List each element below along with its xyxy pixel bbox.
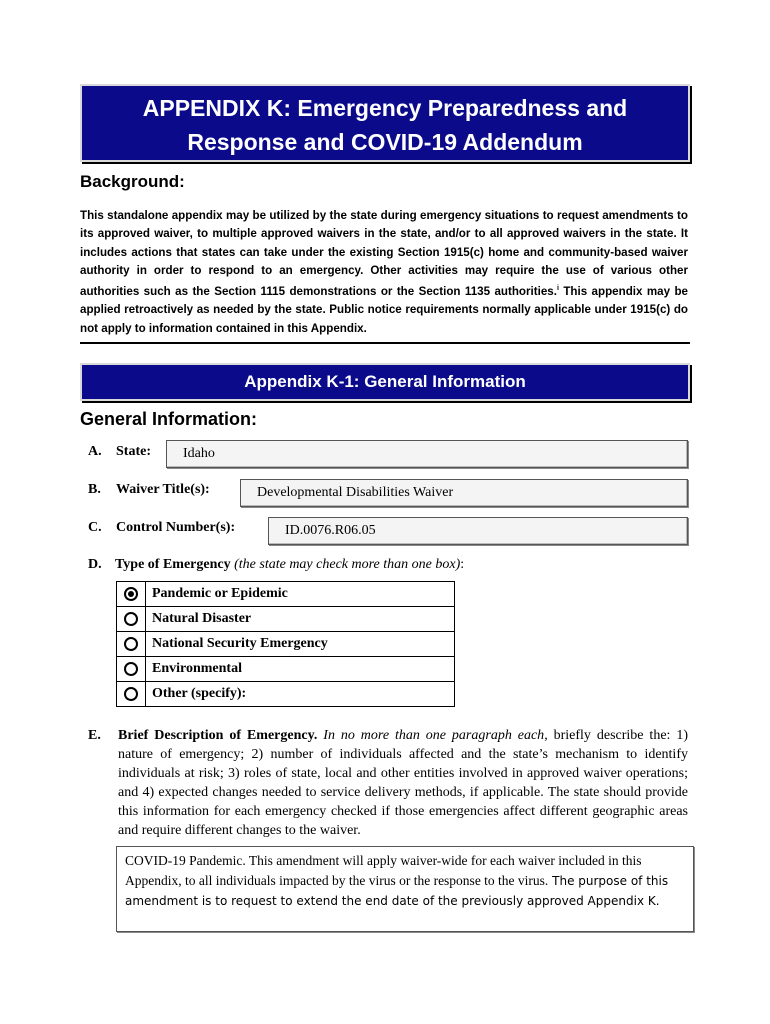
- waiver-title-label: [88, 482, 210, 498]
- radio-icon[interactable]: [124, 662, 138, 676]
- emergency-option-row[interactable]: [117, 582, 455, 607]
- emergency-type-table: [116, 581, 455, 707]
- brief-description-instruction-italic: In no more than one paragraph each: [323, 728, 545, 743]
- type-of-emergency-label: [88, 557, 464, 573]
- response-text-part1: COVID-19 Pandemic. This amendment will apply waiver-wide for each waiver included in this Appendix, to all individuals impacted by the virus or the response to the virus.: [125, 853, 642, 888]
- emergency-option-label: Other (specify):: [146, 682, 455, 707]
- general-info-heading: General Information:: [80, 409, 258, 429]
- control-number-label: [88, 520, 235, 536]
- state-label: [88, 444, 151, 460]
- radio-selected-icon[interactable]: [124, 587, 138, 601]
- brief-description-letter: E.: [88, 728, 101, 743]
- background-text-part2: This appendix may be applied retroactively as needed by the state. Public notice requirements normally applicable under 1915(c) do not apply to information contained in this Appendix.: [80, 285, 688, 335]
- emergency-option-label: Pandemic or Epidemic: [146, 582, 455, 607]
- emergency-option-row[interactable]: [117, 632, 455, 657]
- emergency-option-row[interactable]: [117, 657, 455, 682]
- background-text: [80, 207, 688, 338]
- emergency-option-label: Natural Disaster: [146, 607, 455, 632]
- type-of-emergency-note: (the state may check more than one box): [234, 557, 461, 572]
- background-heading: Background:: [80, 172, 185, 191]
- emergency-option-row[interactable]: [117, 607, 455, 632]
- type-of-emergency-label-text: Type of Emergency: [115, 557, 231, 572]
- control-number-label-text: Control Number(s):: [116, 520, 236, 535]
- radio-icon[interactable]: [124, 687, 138, 701]
- waiver-title-field[interactable]: Developmental Disabilities Waiver: [240, 479, 688, 507]
- brief-description-label: Brief Description of Emergency.: [118, 728, 318, 743]
- state-letter: A.: [88, 444, 102, 459]
- control-number-letter: C.: [88, 520, 102, 535]
- emergency-option-label: National Security Emergency: [146, 632, 455, 657]
- type-of-emergency-colon: :: [460, 557, 465, 572]
- footnote-mark[interactable]: i: [556, 285, 559, 293]
- section-divider: [80, 342, 690, 344]
- emergency-option-label: Environmental: [146, 657, 455, 682]
- appendix-title-banner: [80, 84, 690, 162]
- appendix-title-line2: Response and COVID-19 Addendum: [187, 129, 583, 155]
- waiver-title-letter: B.: [88, 482, 101, 497]
- type-of-emergency-letter: D.: [88, 557, 102, 572]
- appendix-title-line1: APPENDIX K: Emergency Preparedness and: [142, 95, 628, 121]
- background-text-part1: This standalone appendix may be utilized by the state during emergency situations to request amendments to its approved waiver, to multiple approved waivers in the state, and/or to all approved waivers in the state. It includes actions that states can take under the existing Section 1915(c) home and community-based waiver authority in order to respond to an emergency. Other activities may require the use of various other authorities such as the Section 1115 demonstrations or the Section 1135 authorities.: [80, 209, 688, 299]
- brief-description-block: [88, 726, 688, 840]
- brief-description-response-field[interactable]: [116, 846, 694, 932]
- brief-description-instruction: , briefly describe the: 1) nature of emergency; 2) number of individuals affected and the state’s mechanism to identify individuals at risk; 3) roles of state, local and other entities involved in approved waiver operations; and 4) expected changes needed to service delivery methods, if applicable. The state should provide this information for each emergency checked if those emergencies affect different geographic areas and require different changes to the waiver.: [118, 728, 689, 838]
- state-label-text: State:: [116, 444, 151, 459]
- brief-description-text: [118, 726, 688, 840]
- radio-icon[interactable]: [124, 637, 138, 651]
- response-text-part2: The purpose of this amendment is to request to extend the end date of the previously approved Appendix K.: [125, 873, 669, 908]
- control-number-field[interactable]: ID.0076.R06.05: [268, 517, 688, 545]
- waiver-title-label-text: Waiver Title(s):: [116, 482, 210, 497]
- state-field[interactable]: Idaho: [166, 440, 688, 468]
- radio-icon[interactable]: [124, 612, 138, 626]
- section-k1-banner: Appendix K-1: General Information: [80, 363, 690, 401]
- emergency-option-row[interactable]: [117, 682, 455, 707]
